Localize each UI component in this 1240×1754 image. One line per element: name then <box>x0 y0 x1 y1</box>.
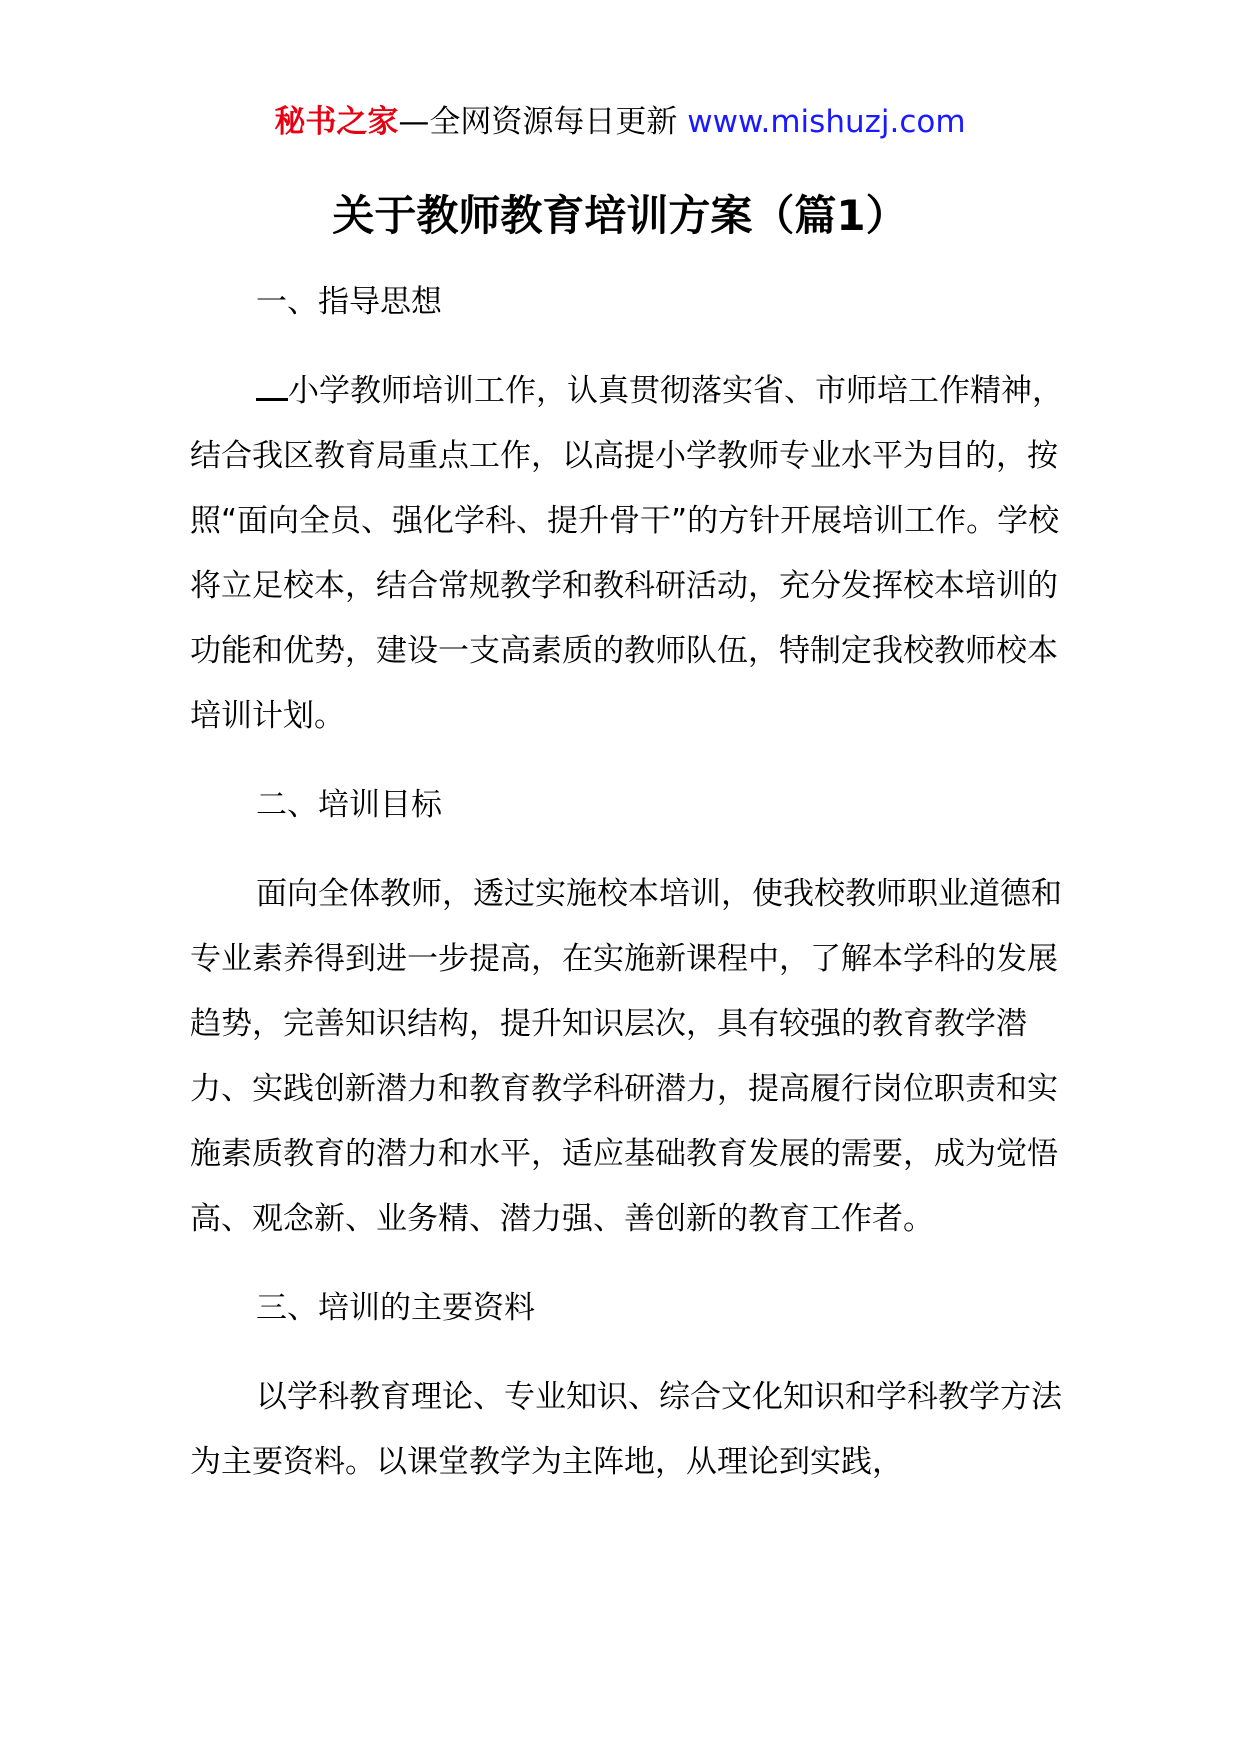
site-url-link[interactable]: www.mishuzj.com <box>687 104 966 140</box>
site-header <box>0 100 1240 144</box>
section-heading-training-materials: 三、培训的主要资料 <box>256 1290 535 1326</box>
section-paragraph-guiding-ideology <box>190 359 1070 749</box>
section-paragraph-training-materials: 以学科教育理论、专业知识、综合文化知识和学科教学方法为主要资料。以课堂教学为主阵地，从理论到实践， <box>190 1379 1062 1480</box>
site-brand: 秘书之家 <box>274 104 399 140</box>
section-heading-training-goals: 二、培训目标 <box>256 787 442 823</box>
section-paragraph-training-goals: 面向全体教师，透过实施校本培训，使我校教师职业道德和专业素养得到进一步提高，在实施新课程中，了解本学科的发展趋势，完善知识结构，提升知识层次，具有较强的教育教学潜力、实践创新潜力和教育教学科研潜力，提高履行岗位职责和实施素质教育的潜力和水平，适应基础教育发展的需要，成为觉悟高、观念新、业务精、潜力强、善创新的教育工作者。 <box>190 876 1062 1237</box>
site-slogan: —全网资源每日更新 <box>398 104 678 140</box>
paragraph-text: 小学教师培训工作，认真贯彻落实省、市师培工作精神，结合我区教育局重点工作，以高提小学教师专业水平为目的，按照“面向全员、强化学科、提升骨干”的方针开展培训工作。学校将立足校本，结合常规教学和教科研活动，充分发挥校本培训的功能和优势，建设一支高素质的教师队伍，特制定我校教师校本培训计划。 <box>190 373 1063 734</box>
document-body <box>190 270 1070 1519</box>
section-heading-guiding-ideology: 一、指导思想 <box>256 284 442 320</box>
document-title: 关于教师教育培训方案（篇1） <box>332 191 908 240</box>
blank-underline <box>256 374 288 401</box>
